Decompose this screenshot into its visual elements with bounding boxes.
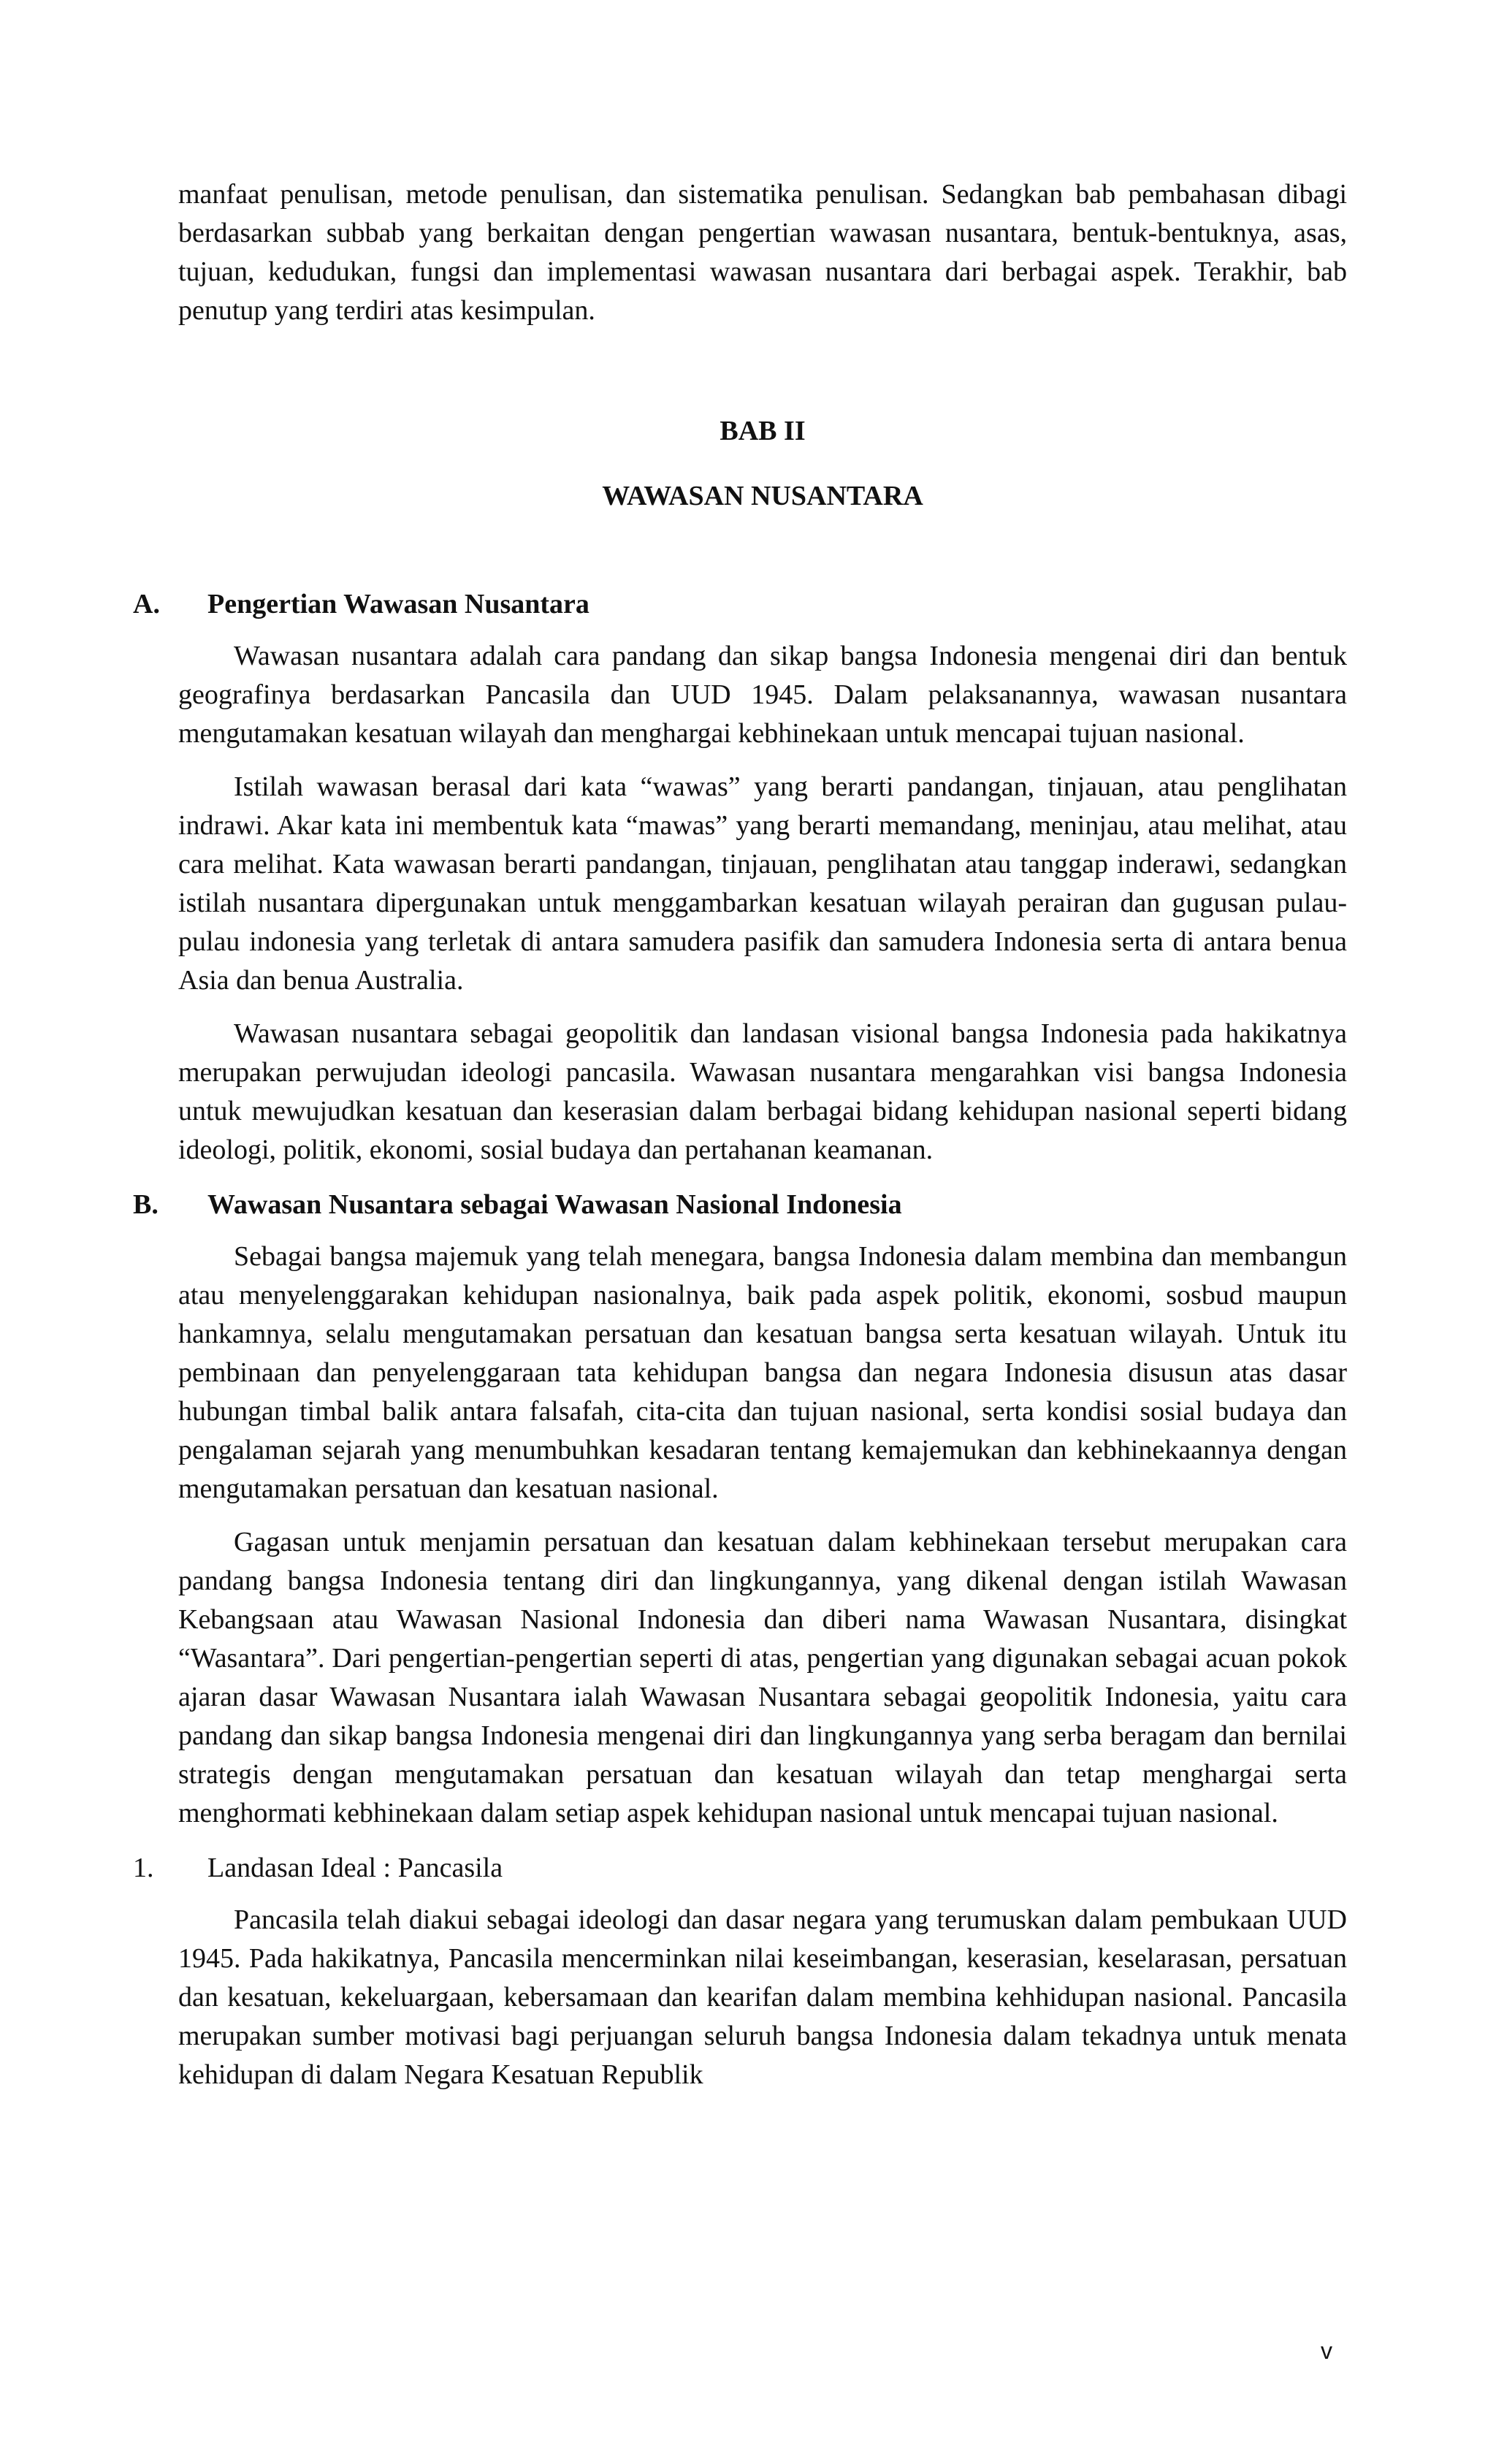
subsection-1-label: 1. (133, 1853, 154, 1883)
subsection-1-paragraph-1: Pancasila telah diakui sebagai ideologi dan dasar negara yang terumuskan dalam pembukaan UUD 1945. Pada hakikatnya, Pancasila mencerminkan nilai keseimbangan, keserasian, keselarasan, persatuan dan kesatuan, kekeluargaan, kebersamaan dan kearifan dalam membina kehhidupan nasional. Pancasila merupakan sumber motivasi bagi perjuangan seluruh bangsa Indonesia dalam tekadnya untuk menata kehidupan di dalam Negara Kesatuan Republik (178, 1904, 1347, 2090)
section-b-paragraph-1: Sebagai bangsa majemuk yang telah menegara, bangsa Indonesia dalam membina dan membangun atau menyelenggarakan kehidupan nasionalnya, baik pada aspek politik, ekonomi, sosbud maupun hankamnya, selalu mengutamakan persatuan dan kesatuan bangsa serta kesatuan wilayah. Untuk itu pembinaan dan penyelenggaraan tata kehidupan bangsa dan negara Indonesia disusun atas dasar hubungan timbal balik antara falsafah, cita-cita dan tujuan nasional, serta kondisi sosial budaya dan pengalaman sejarah yang menumbuhkan kesadaran tentang kemajemukan dan kebhinekaannya dengan mengutamakan persatuan dan kesatuan nasional. (178, 1241, 1347, 1504)
subsection-1-heading (133, 1849, 1347, 1888)
subsection-1-title: Landasan Ideal : Pancasila (207, 1853, 503, 1883)
section-b-paragraph-2: Gagasan untuk menjamin persatuan dan kesatuan dalam kebhinekaan tersebut merupakan cara pandang bangsa Indonesia tentang diri dan lingkungannya, yang dikenal dengan istilah Wawasan Kebangsaan atau Wawasan Nasional Indonesia dan diberi nama Wawasan Nusantara, disingkat “Wasantara”. Dari pengertian-pengertian seperti di atas, pengertian yang digunakan sebagai acuan pokok ajaran dasar Wawasan Nusantara ialah Wawasan Nusantara sebagai geopolitik Indonesia, yaitu cara pandang dan sikap bangsa Indonesia mengenai diri dan lingkungannya yang serba beragam dan bernilai strategis dengan mengutamakan persatuan dan kesatuan wilayah dan tetap menghargai serta menghormati kebhinekaan dalam setiap aspek kehidupan nasional untuk mencapai tujuan nasional. (178, 1527, 1347, 1828)
intro-paragraph: manfaat penulisan, metode penulisan, dan sistematika penulisan. Sedangkan bab pembahasan dibagi berdasarkan subbab yang berkaitan dengan pengertian wawasan nusantara, bentuk-bentuknya, asas, tujuan, kedudukan, fungsi dan implementasi wawasan nusantara dari berbagai aspek. Terakhir, bab penutup yang terdiri atas kesimpulan. (178, 179, 1347, 326)
section-a-label: A. (133, 589, 160, 619)
section-b-title: Wawasan Nusantara sebagai Wawasan Nasional Indonesia (207, 1189, 902, 1220)
section-b-heading (133, 1186, 1347, 1224)
section-a-paragraph-2: Istilah wawasan berasal dari kata “wawas” yang berarti pandangan, tinjauan, atau penglihatan indrawi. Akar kata ini membentuk kata “mawas” yang berarti memandang, meninjau, atau melihat, atau cara melihat. Kata wawasan berarti pandangan, tinjauan, penglihatan atau tanggap inderawi, sedangkan istilah nusantara dipergunakan untuk menggambarkan kesatuan wilayah perairan dan gugusan pulau-pulau indonesia yang terletak di antara samudera pasifik dan samudera Indonesia serta di antara benua Asia dan benua Australia. (178, 771, 1347, 996)
chapter-title: WAWASAN NUSANTARA (602, 481, 923, 511)
section-a-paragraph-3: Wawasan nusantara sebagai geopolitik dan landasan visional bangsa Indonesia pada hakikatnya merupakan perwujudan ideologi pancasila. Wawasan nusantara mengarahkan visi bangsa Indonesia untuk mewujudkan kesatuan dan keserasian dalam berbagai bidang kehidupan nasional seperti bidang ideologi, politik, ekonomi, sosial budaya dan pertahanan keamanan. (178, 1018, 1347, 1165)
chapter-number: BAB II (720, 416, 806, 446)
section-a-paragraph-1: Wawasan nusantara adalah cara pandang dan sikap bangsa Indonesia mengenai diri dan bentuk geografinya berdasarkan Pancasila dan UUD 1945. Dalam pelaksanannya, wawasan nusantara mengutamakan kesatuan wilayah dan menghargai kebhinekaan untuk mencapai tujuan nasional. (178, 641, 1347, 749)
section-b-label: B. (133, 1189, 159, 1220)
section-a-title: Pengertian Wawasan Nusantara (207, 589, 589, 619)
section-a-heading (133, 585, 1347, 624)
page-content (133, 175, 1347, 2094)
page-number: v (1321, 2338, 1332, 2364)
